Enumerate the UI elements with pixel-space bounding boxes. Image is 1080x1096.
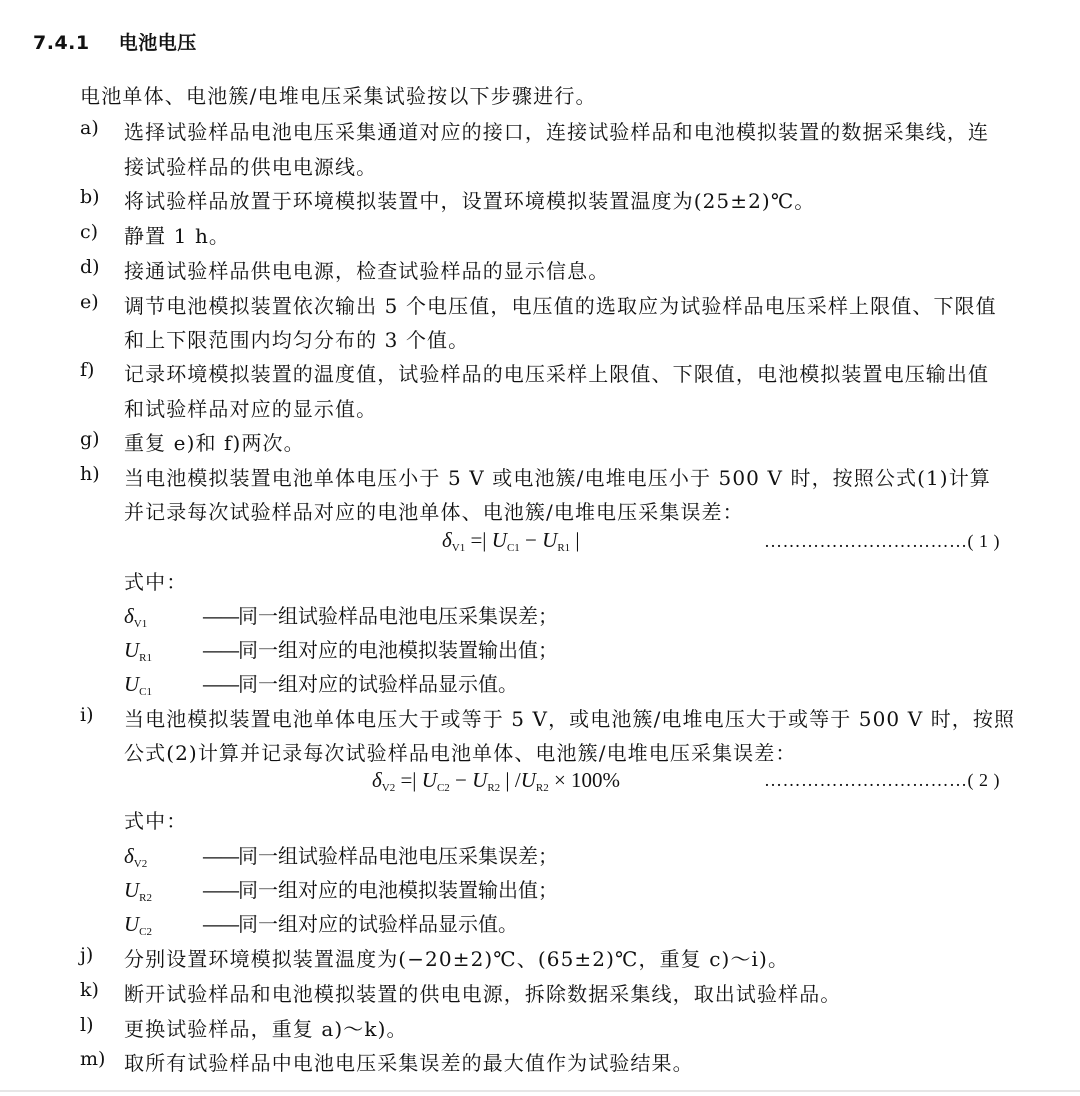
- formula-1-delta: δ: [442, 528, 452, 552]
- formula-1-u2-sub: R1: [557, 542, 571, 554]
- def-1-uc-sub: C1: [139, 686, 153, 698]
- step-m-marker: m): [80, 1048, 106, 1070]
- step-h-line-1: 当电池模拟装置电池单体电压小于 5 V 或电池簇/电堆电压小于 500 V 时，按照公式(1)计算: [124, 466, 991, 490]
- step-c-line-1: 静置 1 h。: [124, 224, 231, 248]
- formula-2-u1-sub: C2: [436, 782, 450, 794]
- step-f-line-1: 记录环境模拟装置的温度值，试验样品的电压采样上限值、下限值，电池模拟装置电压输出值: [124, 362, 990, 386]
- def-1-delta: [124, 600, 558, 630]
- def-2-delta: [124, 840, 558, 870]
- def-2-delta-dash: ——: [202, 844, 238, 868]
- step-g-marker: g): [80, 428, 100, 450]
- def-1-delta-sub: V1: [133, 618, 148, 630]
- formula-2-tail: × 100%: [548, 768, 621, 792]
- def-2-ur-sub: R2: [139, 892, 153, 904]
- formula-1-eq: =|: [465, 528, 492, 552]
- def-1-uc-sym: U: [124, 672, 140, 696]
- formula-1-close: |: [570, 528, 580, 552]
- step-j-line-1: 分别设置环境模拟装置温度为(−20±2)℃、(65±2)℃，重复 c)～i)。: [124, 947, 790, 971]
- step-d-marker: d): [80, 256, 100, 278]
- step-c-marker: c): [80, 221, 99, 243]
- def-2-ur-dash: ——: [202, 878, 238, 902]
- formula-2: [372, 768, 620, 794]
- step-i-line-2: 公式(2)计算并记录每次试验样品电池单体、电池簇/电堆电压采集误差：: [124, 741, 797, 765]
- formula-2-u3-sub: R2: [535, 782, 549, 794]
- def-2-delta-sym: δ: [124, 844, 134, 868]
- where-label-2: 式中：: [124, 809, 188, 833]
- def-2-uc-sym: U: [124, 912, 140, 936]
- section-heading: [33, 28, 197, 55]
- step-h-line-2: 并记录每次试验样品对应的电池单体、电池簇/电堆电压采集误差：: [124, 500, 744, 524]
- step-m-line-1: 取所有试验样品中电池电压采集误差的最大值作为试验结果。: [124, 1051, 694, 1075]
- def-2-delta-text: 同一组试验样品电池电压采集误差；: [238, 844, 558, 868]
- def-2-delta-sub: V2: [133, 858, 148, 870]
- step-b-line-1: 将试验样品放置于环境模拟装置中，设置环境模拟装置温度为(25±2)℃。: [124, 189, 816, 213]
- step-l-marker: l): [80, 1014, 94, 1036]
- formula-1-number: ……………………………( 1 ): [764, 531, 1000, 551]
- def-1-delta-sym: δ: [124, 604, 134, 628]
- intro-paragraph: 电池单体、电池簇/电堆电压采集试验按以下步骤进行。: [80, 84, 597, 108]
- formula-1: [442, 528, 580, 554]
- step-e-line-2: 和上下限范围内均匀分布的 3 个值。: [124, 328, 470, 352]
- step-h-marker: h): [80, 463, 100, 485]
- step-f-marker: f): [80, 359, 95, 381]
- def-1-delta-dash: ——: [202, 604, 238, 628]
- def-1-uc-text: 同一组对应的试验样品显示值。: [238, 672, 518, 696]
- def-1-uc: [124, 668, 518, 698]
- formula-2-eq: =|: [395, 768, 422, 792]
- def-2-ur-sym: U: [124, 878, 140, 902]
- page-bottom-edge: [0, 1090, 1080, 1092]
- def-1-ur-sub: R1: [139, 652, 153, 664]
- step-l-line-1: 更换试验样品，重复 a)～k)。: [124, 1017, 408, 1041]
- step-a-line-1: 选择试验样品电池电压采集通道对应的接口，连接试验样品和电池模拟装置的数据采集线，连: [124, 120, 990, 144]
- def-1-ur-dash: ——: [202, 638, 238, 662]
- step-b-marker: b): [80, 186, 100, 208]
- formula-1-u1-sub: C1: [506, 542, 520, 554]
- def-1-ur-sym: U: [124, 638, 140, 662]
- formula-2-close: | /: [500, 768, 521, 792]
- step-i-marker: i): [80, 704, 94, 726]
- formula-2-u2: U: [472, 768, 488, 792]
- section-title: 电池电压: [118, 32, 197, 54]
- step-e-line-1: 调节电池模拟装置依次输出 5 个电压值，电压值的选取应为试验样品电压采样上限值、下限值: [124, 294, 997, 318]
- def-2-ur: [124, 874, 558, 904]
- formula-2-delta: δ: [372, 768, 382, 792]
- formula-1-u1: U: [491, 528, 507, 552]
- def-2-uc-dash: ——: [202, 912, 238, 936]
- step-d-line-1: 接通试验样品供电电源，检查试验样品的显示信息。: [124, 259, 610, 283]
- def-2-uc-text: 同一组对应的试验样品显示值。: [238, 912, 518, 936]
- step-e-marker: e): [80, 291, 99, 313]
- where-label-1: 式中：: [124, 570, 188, 594]
- step-k-marker: k): [80, 979, 99, 1001]
- formula-1-delta-sub: V1: [451, 542, 466, 554]
- step-i-line-1: 当电池模拟装置电池单体电压大于或等于 5 V，或电池簇/电堆电压大于或等于 500 V 时，按照: [124, 707, 1016, 731]
- step-a-marker: a): [80, 117, 99, 139]
- def-1-uc-dash: ——: [202, 672, 238, 696]
- step-g-line-1: 重复 e)和 f)两次。: [124, 431, 305, 455]
- formula-2-u2-sub: R2: [487, 782, 501, 794]
- step-f-line-2: 和试验样品对应的显示值。: [124, 397, 378, 421]
- step-a-line-2: 接试验样品的供电电源线。: [124, 155, 378, 179]
- step-k-line-1: 断开试验样品和电池模拟装置的供电电源，拆除数据采集线，取出试验样品。: [124, 982, 842, 1006]
- formula-1-u2: U: [542, 528, 558, 552]
- def-1-ur-text: 同一组对应的电池模拟装置输出值；: [238, 638, 558, 662]
- formula-2-minus: −: [449, 768, 473, 792]
- formula-2-u3: U: [520, 768, 536, 792]
- formula-2-delta-sub: V2: [381, 782, 396, 794]
- step-j-marker: j): [80, 944, 94, 966]
- def-1-delta-text: 同一组试验样品电池电压采集误差；: [238, 604, 558, 628]
- def-2-uc-sub: C2: [139, 926, 153, 938]
- def-1-ur: [124, 634, 558, 664]
- def-2-uc: [124, 908, 518, 938]
- formula-2-u1: U: [421, 768, 437, 792]
- section-number: 7.4.1: [33, 32, 90, 54]
- formula-2-number: ……………………………( 2 ): [764, 770, 1000, 790]
- formula-1-minus: −: [519, 528, 543, 552]
- def-2-ur-text: 同一组对应的电池模拟装置输出值；: [238, 878, 558, 902]
